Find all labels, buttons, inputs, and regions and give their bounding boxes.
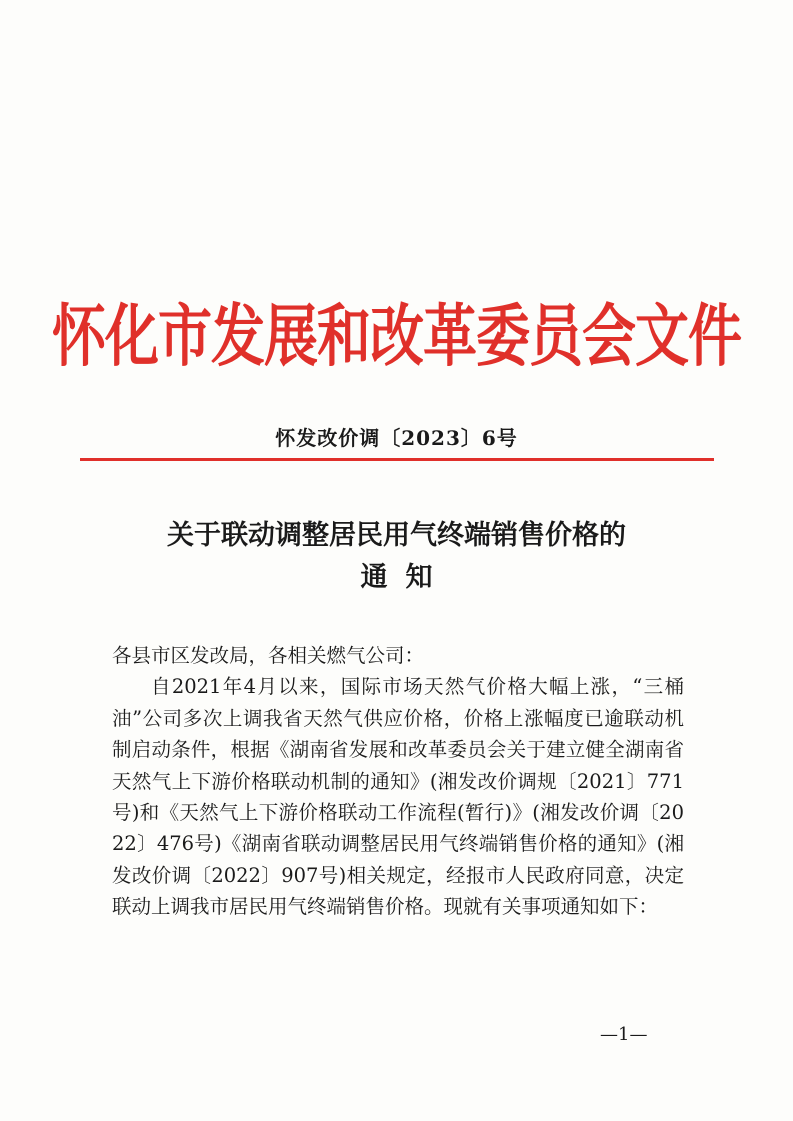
document-number: 怀发改价调〔2023〕6号 (275, 426, 518, 450)
page-number: —1— (600, 1024, 648, 1045)
notice-body (112, 640, 684, 923)
issuing-authority-header: 怀化市发展和改革委员会文件 (52, 296, 741, 376)
notice-title-line1: 关于联动调整居民用气终端销售价格的 (167, 520, 626, 551)
salutation: 各县市区发改局，各相关燃气公司： (112, 644, 425, 667)
notice-title (0, 515, 793, 599)
red-separator-line (80, 458, 714, 461)
body-paragraph: 自2021年4月以来，国际市场天然气价格大幅上涨，“三桶油”公司多次上调我省天然气供应价格，价格上涨幅度已逾联动机制启动条件，根据《湖南省发展和改革委员会关于建立健全湖南省天然气上下游价格联动机制的通知》(湘发改价调规〔2021〕771号)和《天然气上下游价格联动工作流程(暂行)》(湘发改价调〔2022〕476号)《湖南省联动调整居民用气终端销售价格的通知》(湘发改价调〔2022〕907号)相关规定，经报市人民政府同意，决定联动上调我市居民用气终端销售价格。现就有关事项通知如下： (112, 675, 684, 919)
notice-title-line2: 通知 (360, 562, 451, 593)
